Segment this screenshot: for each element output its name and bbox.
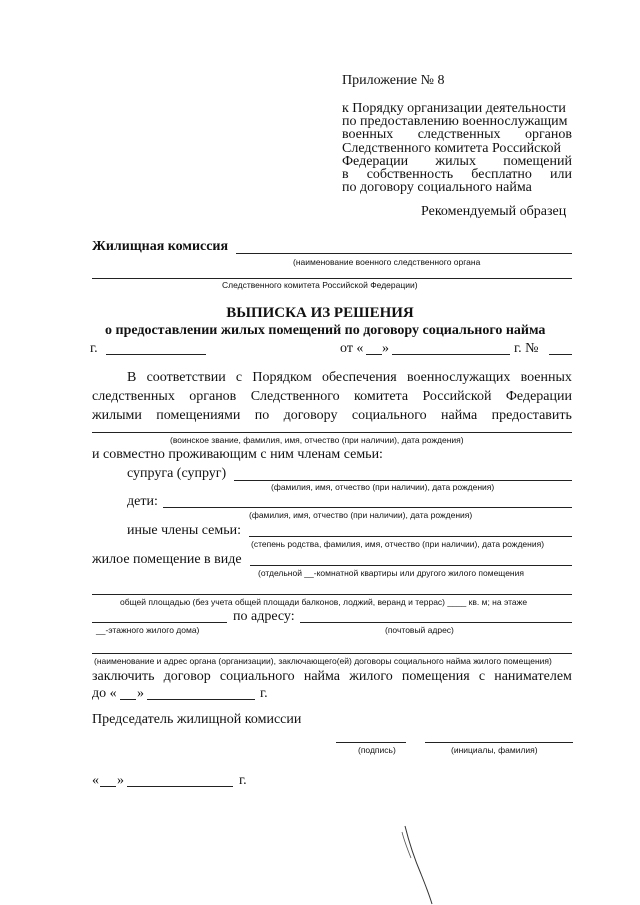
footer-date-open-quote: «	[92, 773, 99, 788]
footer-day-field[interactable]	[100, 786, 116, 787]
area-caption: общей площадью (без учета общей площади балконов, лоджий, веранд и террас) ____ кв. м; на этаже	[120, 597, 528, 607]
commission-label: Жилищная комиссия	[92, 239, 229, 254]
appendix-word: следственных	[417, 127, 501, 143]
appendix-word: помещений	[503, 153, 572, 169]
recipient-field[interactable]	[92, 432, 572, 433]
spouse-field[interactable]	[234, 480, 572, 481]
until-year-label: г.	[260, 686, 268, 701]
paragraph-line	[92, 389, 572, 405]
other-members-field[interactable]	[249, 536, 572, 537]
conclude-contract-text	[92, 669, 572, 685]
paragraph-word: Федерации	[505, 389, 572, 404]
pen-stroke-mark	[395, 822, 445, 905]
other-members-caption: (степень родства, фамилия, имя, отчество (при наличии), дата рождения)	[251, 539, 545, 549]
document-subtitle: о предоставлении жилых помещений по договору социального найма	[105, 323, 546, 338]
conclude-word: договор	[163, 669, 211, 684]
date-close-quote: »	[382, 341, 389, 356]
conclude-word: жилого	[349, 669, 393, 684]
appendix-word: в	[342, 167, 349, 182]
paragraph-word: соответствии	[146, 370, 226, 385]
appendix-word: к Порядку организации деятельности	[342, 101, 566, 116]
paragraph-word: жилыми	[92, 408, 142, 423]
appendix-word: по предоставлению военнослужащим	[342, 114, 568, 130]
recipient-caption: (воинское звание, фамилия, имя, отчество (при наличии), дата рождения)	[170, 435, 464, 445]
paragraph-word: Российской	[422, 389, 492, 404]
name-caption: (инициалы, фамилия)	[451, 745, 538, 755]
children-caption: (фамилия, имя, отчество (при наличии), дата рождения)	[249, 510, 473, 520]
paragraph-word: предоставить	[491, 408, 572, 423]
date-prefix: от «	[340, 341, 364, 356]
address-caption: (почтовый адрес)	[385, 625, 454, 635]
commission-field-line-2[interactable]	[92, 278, 572, 279]
children-label: дети:	[127, 494, 158, 509]
appendix-word: или	[549, 167, 572, 182]
signature-field[interactable]	[336, 742, 406, 743]
cohabitants-label: и совместно проживающим с ним членам семьи:	[92, 447, 383, 462]
spouse-label: супруга (супруг)	[127, 466, 227, 481]
paragraph-word: с	[235, 370, 243, 385]
chairman-name-field[interactable]	[425, 742, 573, 743]
housing-field[interactable]	[250, 565, 572, 566]
conclude-word: социального	[219, 669, 295, 684]
area-field[interactable]	[92, 594, 572, 595]
appendix-word: органов	[524, 127, 572, 143]
paragraph-line	[127, 370, 572, 386]
address-field[interactable]	[300, 622, 572, 623]
conclude-word: нанимателем	[494, 669, 572, 684]
commission-field-line[interactable]	[236, 253, 572, 254]
commission-caption-2: Следственного комитета Российской Федерации)	[222, 280, 418, 290]
paragraph-word: обеспечения	[321, 370, 397, 385]
year-number-label: г. №	[514, 341, 539, 356]
conclude-word: заключить	[92, 669, 155, 684]
until-month-field[interactable]	[147, 699, 255, 700]
conclude-word: помещения	[401, 669, 470, 684]
footer-month-field[interactable]	[127, 786, 233, 787]
paragraph-word: следственных	[92, 389, 175, 404]
address-label: по адресу:	[233, 609, 295, 624]
until-day-field[interactable]	[120, 699, 136, 700]
paragraph-word: по	[254, 408, 270, 423]
children-field[interactable]	[163, 507, 572, 508]
appendix-word: Следственного комитета Российской	[342, 140, 561, 156]
paragraph-word: комитета	[354, 389, 409, 404]
paragraph-word: договору	[283, 408, 338, 423]
paragraph-word: Порядком	[252, 370, 312, 385]
city-prefix: г.	[90, 341, 98, 356]
housing-label: жилое помещение в виде	[92, 552, 242, 567]
paragraph-word: военных	[520, 370, 572, 385]
footer-date-close-quote: »	[117, 773, 124, 788]
city-field[interactable]	[106, 354, 206, 355]
decision-number-field[interactable]	[549, 354, 572, 355]
paragraph-word: Следственного	[250, 389, 340, 404]
paragraph-word: помещениями	[156, 408, 241, 423]
date-day-field[interactable]	[366, 354, 382, 355]
paragraph-line	[92, 408, 572, 424]
spouse-caption: (фамилия, имя, отчество (при наличии), дата рождения)	[271, 482, 495, 492]
appendix-word: военных	[342, 127, 394, 143]
signature-caption: (подпись)	[358, 745, 396, 755]
date-month-field[interactable]	[392, 354, 510, 355]
appendix-word: по договору социального найма	[342, 180, 532, 196]
until-date-close-quote: »	[137, 686, 144, 701]
appendix-word: бесплатно	[471, 167, 532, 182]
appendix-word: собственность	[366, 167, 454, 182]
floors-field[interactable]	[92, 622, 227, 623]
organization-caption: (наименование и адрес органа (организации), заключающего(ей) договоры социального найма жилого помещения)	[94, 656, 552, 666]
commission-caption-1: (наименование военного следственного органа	[293, 257, 481, 267]
housing-caption: (отдельной __-комнатной квартиры или другого жилого помещения	[258, 568, 524, 578]
appendix-word: Федерации	[342, 153, 409, 169]
paragraph-word: В	[127, 370, 137, 385]
recommended-sample-label: Рекомендуемый образец	[421, 204, 567, 219]
other-members-label: иные члены семьи:	[127, 523, 241, 538]
paragraph-word: социального	[351, 408, 427, 423]
organization-field[interactable]	[92, 653, 572, 654]
floors-caption: __-этажного жилого дома)	[96, 625, 200, 635]
chairman-label: Председатель жилищной комиссии	[92, 712, 302, 727]
paragraph-word: военнослужащих	[406, 370, 511, 385]
appendix-line	[342, 180, 572, 196]
conclude-word: найма	[303, 669, 341, 684]
conclude-word: с	[478, 669, 486, 684]
footer-year-label: г.	[239, 773, 247, 788]
paragraph-word: найма	[441, 408, 478, 423]
until-date-prefix: до «	[92, 686, 117, 701]
document-title: ВЫПИСКА ИЗ РЕШЕНИЯ	[226, 305, 414, 321]
paragraph-word: органов	[189, 389, 237, 404]
appendix-word: жилых	[435, 153, 476, 169]
appendix-title: Приложение № 8	[342, 73, 445, 88]
